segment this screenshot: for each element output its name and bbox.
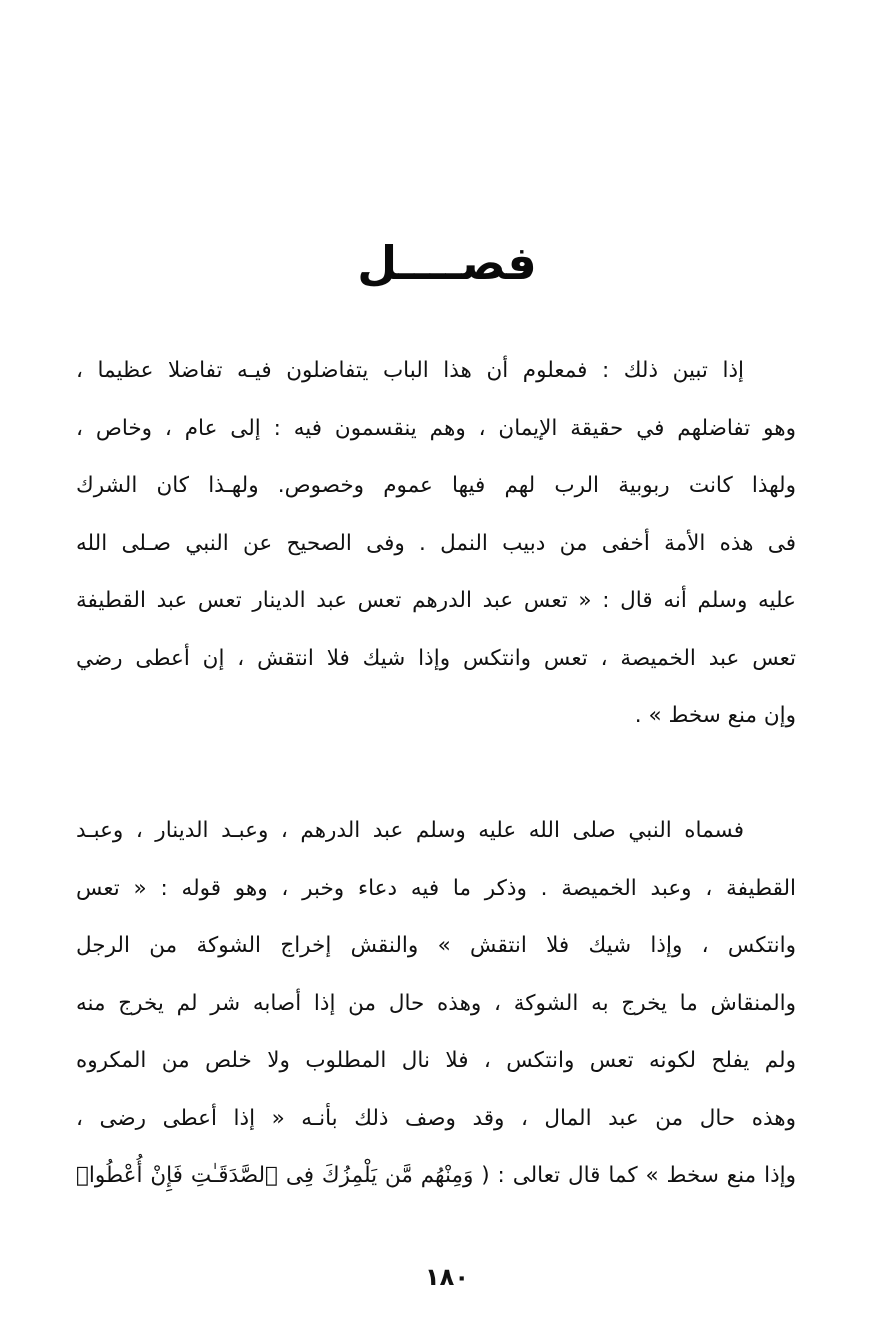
text-line: فسماه النبي صلى الله عليه وسلم عبد الدرهم ، وعبـد الدينار ، وعبـد	[76, 818, 744, 843]
text-line: ولم يفلح لكونه تعس وانتكس ، فلا نال المطلوب ولا خلص من المكروه	[76, 1048, 796, 1073]
text-line: وهو تفاضلهم في حقيقة الإيمان ، وهم ينقسمون فيه : إلى عام ، وخاص ،	[76, 415, 796, 441]
text-line: تعس عبد الخميصة ، تعس وانتكس وإذا شيك فلا انتقش ، إن أعطى رضي	[76, 645, 796, 671]
text-line: وإن منع سخط » .	[634, 703, 796, 728]
section-heading: فصــــل	[357, 236, 537, 290]
paragraph-1	[76, 342, 796, 745]
paragraph-2	[76, 802, 796, 1205]
text-line: وإذا منع سخط » كما قال تعالى : ( وَمِنْهُم مَّن يَلْمِزُكَ فِى ٱلصَّدَقَـٰتِ فَإِنْ أُعْطُوا۟	[76, 1163, 796, 1188]
text-line: والمنقاش ما يخرج به الشوكة ، وهذه حال من إذا أصابه شر لم يخرج منه	[76, 990, 796, 1016]
text-line: ولهذا كانت ربوبية الرب لهم فيها عموم وخصوص. ولهـذا كان الشرك	[76, 473, 796, 498]
text-line: وانتكس ، وإذا شيك فلا انتقش » والنقش إخراج الشوكة من الرجل	[76, 933, 796, 958]
text-line: فى هذه الأمة أخفى من دبيب النمل . وفى الصحيح عن النبي صـلى الله	[76, 530, 796, 556]
text-line: عليه وسلم أنه قال : « تعس عبد الدرهم تعس عبد الدينار تعس عبد القطيفة	[76, 588, 796, 613]
text-line: وهذه حال من عبد المال ، وقد وصف ذلك بأنـه « إذا أعطى رضى ،	[76, 1105, 796, 1131]
page-number: ١٨٠	[425, 1263, 469, 1291]
text-line: القطيفة ، وعبد الخميصة . وذكر ما فيه دعاء وخبر ، وهو قوله : « تعس	[76, 875, 796, 901]
text-line: إذا تبين ذلك : فمعلوم أن هذا الباب يتفاضلون فيـه تفاضلا عظيما ،	[76, 358, 744, 383]
